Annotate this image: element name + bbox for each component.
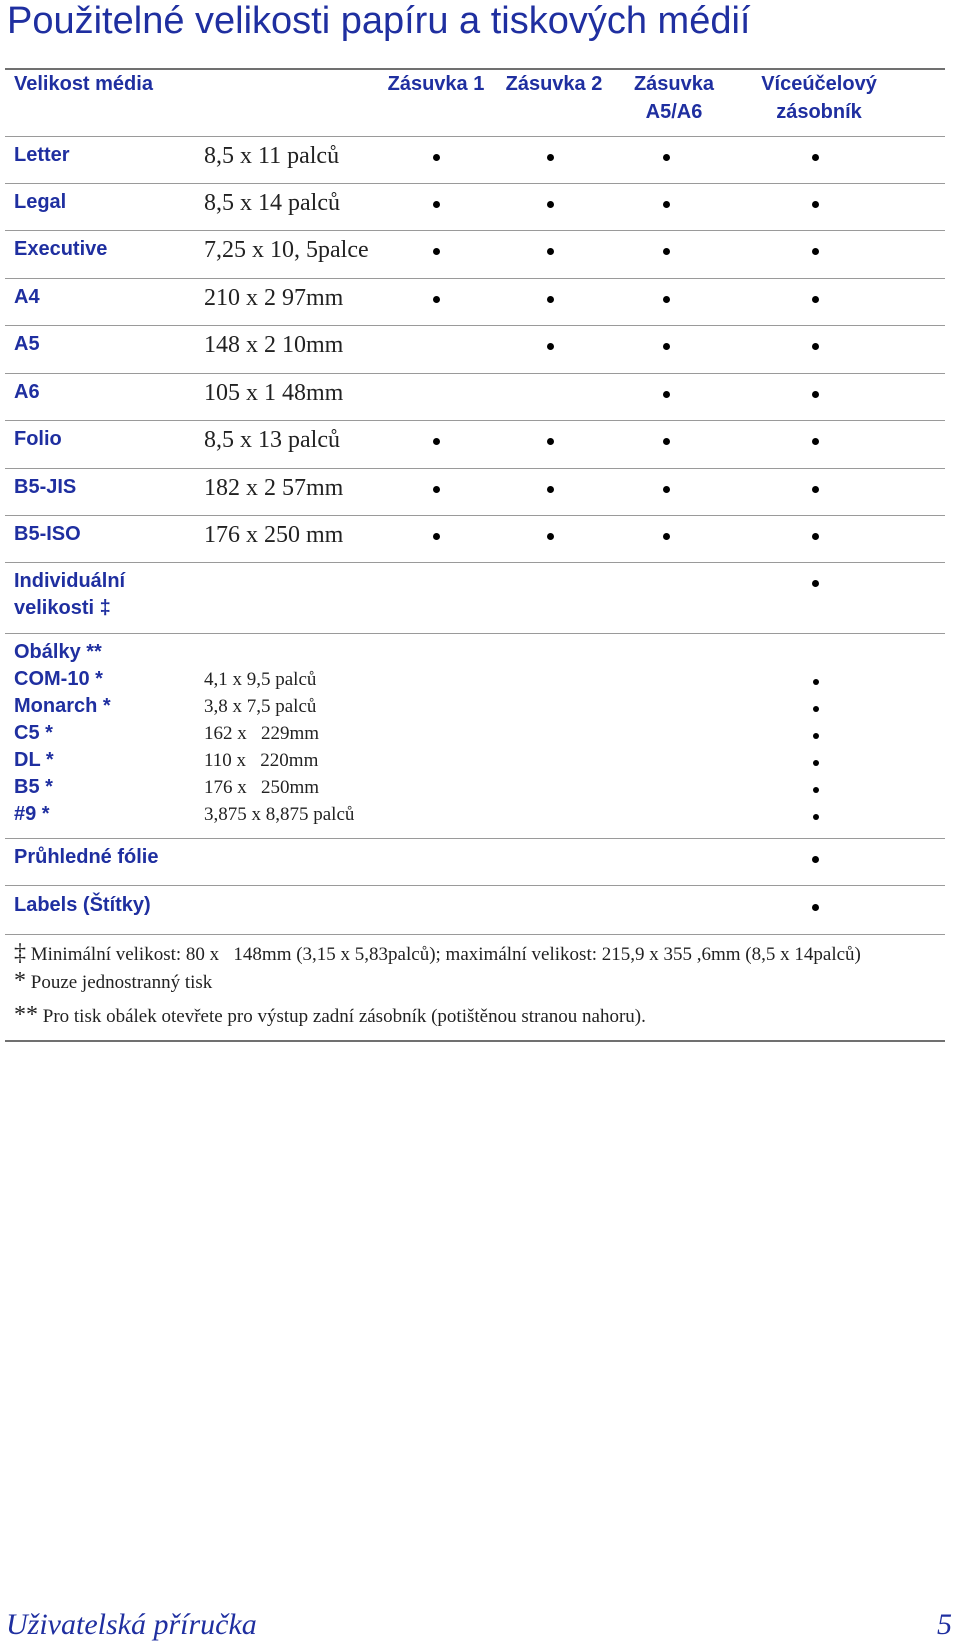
support-dot-tray-2 xyxy=(547,486,554,493)
row-media-name: Executive xyxy=(14,238,108,260)
support-dot-mp-tray xyxy=(812,248,819,255)
row-rule xyxy=(5,278,945,279)
custom-size-label-line2: velikosti ‡ xyxy=(14,597,111,619)
envelope-name: COM-10 * xyxy=(14,668,103,690)
envelope-name: C5 * xyxy=(14,722,53,744)
header-tray-a5a6-line1: Zásuvka xyxy=(633,73,715,95)
row-media-name: Průhledné fólie xyxy=(14,846,159,868)
header-mp-tray-line1: Víceúčelový xyxy=(761,73,877,95)
row-rule xyxy=(5,838,945,839)
support-dot-mp-tray xyxy=(813,679,819,685)
support-dot-mp-tray xyxy=(812,580,819,587)
support-dot-mp-tray xyxy=(812,904,819,911)
support-dot-tray-a5a6 xyxy=(663,391,670,398)
row-rule xyxy=(5,183,945,184)
envelope-size: 162 x 229mm xyxy=(204,723,320,744)
support-dot-tray-1 xyxy=(433,248,440,255)
double-dagger-icon: ‡ xyxy=(14,940,26,966)
envelope-name: DL * xyxy=(14,749,54,771)
row-rule xyxy=(5,633,945,634)
envelope-size: 3,875 x 8,875 palců xyxy=(204,804,355,825)
footnote-text: Minimální velikost: 80 x 148mm (3,15 x 5,83palců); maximální velikost: 215,9 x 355 ,6mm (8,5 x 14palců) xyxy=(26,944,861,965)
envelope-name: Monarch * xyxy=(14,695,111,717)
asterisk-icon: * xyxy=(14,968,26,994)
support-dot-mp-tray xyxy=(813,733,819,739)
row-media-name: A5 xyxy=(14,333,40,355)
support-dot-tray-2 xyxy=(547,533,554,540)
footnote-text: Pouze jednostranný tisk xyxy=(26,972,213,993)
support-dot-mp-tray xyxy=(813,706,819,712)
header-media-size: Velikost média xyxy=(14,73,153,95)
header-tray-a5a6-line2: A5/A6 xyxy=(645,101,703,123)
custom-size-label-line1: Individuální xyxy=(14,570,126,592)
row-rule xyxy=(5,934,945,935)
envelopes-heading: Obálky ** xyxy=(14,641,102,663)
support-dot-mp-tray xyxy=(812,201,819,208)
support-dot-tray-2 xyxy=(547,201,554,208)
page-number: 5 xyxy=(937,1608,952,1641)
row-media-size: 210 x 2 97mm xyxy=(204,285,344,311)
support-dot-mp-tray xyxy=(812,343,819,350)
row-media-size: 148 x 2 10mm xyxy=(204,332,344,358)
footnote-single-sided xyxy=(14,968,212,995)
support-dot-tray-a5a6 xyxy=(663,201,670,208)
support-dot-mp-tray xyxy=(812,438,819,445)
row-rule xyxy=(5,230,945,231)
row-rule xyxy=(5,373,945,374)
support-dot-tray-2 xyxy=(547,154,554,161)
envelope-size: 110 x 220mm xyxy=(204,750,319,771)
support-dot-mp-tray xyxy=(813,814,819,820)
row-media-name: B5-ISO xyxy=(14,523,81,545)
row-media-size: 105 x 1 48mm xyxy=(204,380,344,406)
row-rule xyxy=(5,468,945,469)
support-dot-tray-a5a6 xyxy=(663,438,670,445)
row-media-name: Labels (Štítky) xyxy=(14,894,151,916)
envelope-size: 4,1 x 9,5 palců xyxy=(204,669,317,690)
support-dot-tray-1 xyxy=(433,201,440,208)
support-dot-tray-2 xyxy=(547,438,554,445)
row-media-name: Letter xyxy=(14,144,70,166)
row-rule xyxy=(5,515,945,516)
header-tray-a5a6 xyxy=(619,70,729,126)
row-media-size: 8,5 x 14 palců xyxy=(204,190,340,216)
table-bottom-rule xyxy=(5,1040,945,1042)
row-rule xyxy=(5,420,945,421)
support-dot-tray-a5a6 xyxy=(663,343,670,350)
header-mp-tray xyxy=(749,70,889,126)
envelope-name: #9 * xyxy=(14,803,50,825)
header-bottom-rule xyxy=(5,136,945,137)
row-rule xyxy=(5,325,945,326)
envelope-size: 176 x 250mm xyxy=(204,777,320,798)
row-media-size: 8,5 x 11 palců xyxy=(204,143,340,169)
footnote-min-max-size xyxy=(14,940,861,967)
row-media-name: Folio xyxy=(14,428,62,450)
row-media-name: A6 xyxy=(14,381,40,403)
support-dot-mp-tray xyxy=(812,486,819,493)
support-dot-mp-tray xyxy=(812,856,819,863)
support-dot-tray-a5a6 xyxy=(663,154,670,161)
row-media-name: A4 xyxy=(14,286,40,308)
support-dot-tray-1 xyxy=(433,296,440,303)
row-media-size: 8,5 x 13 palců xyxy=(204,427,340,453)
footer-manual-title: Uživatelská příručka xyxy=(6,1608,257,1641)
row-rule xyxy=(5,562,945,563)
support-dot-tray-2 xyxy=(547,296,554,303)
support-dot-tray-1 xyxy=(433,486,440,493)
footnote-envelopes xyxy=(14,1002,646,1029)
support-dot-mp-tray xyxy=(813,760,819,766)
row-media-name: Legal xyxy=(14,191,67,213)
support-dot-mp-tray xyxy=(813,787,819,793)
support-dot-mp-tray xyxy=(812,296,819,303)
envelope-size: 3,8 x 7,5 palců xyxy=(204,696,317,717)
row-media-size: 7,25 x 10, 5palce xyxy=(204,237,369,263)
support-dot-mp-tray xyxy=(812,391,819,398)
header-mp-tray-line2: zásobník xyxy=(776,101,862,123)
footnote-text: Pro tisk obálek otevřete pro výstup zadní zásobník (potištěnou stranou nahoru). xyxy=(38,1006,646,1027)
support-dot-mp-tray xyxy=(812,533,819,540)
support-dot-tray-1 xyxy=(433,438,440,445)
row-media-size: 176 x 250 mm xyxy=(204,522,344,548)
support-dot-tray-2 xyxy=(547,248,554,255)
double-asterisk-icon: ** xyxy=(14,1002,38,1028)
support-dot-mp-tray xyxy=(812,154,819,161)
support-dot-tray-1 xyxy=(433,154,440,161)
row-rule xyxy=(5,885,945,886)
support-dot-tray-a5a6 xyxy=(663,486,670,493)
envelope-name: B5 * xyxy=(14,776,53,798)
header-tray-2: Zásuvka 2 xyxy=(505,73,603,95)
page-title: Použitelné velikosti papíru a tiskových médií xyxy=(7,0,751,42)
support-dot-tray-a5a6 xyxy=(663,296,670,303)
support-dot-tray-2 xyxy=(547,343,554,350)
support-dot-tray-a5a6 xyxy=(663,248,670,255)
header-tray-1: Zásuvka 1 xyxy=(387,73,485,95)
support-dot-tray-1 xyxy=(433,533,440,540)
row-media-name: B5-JIS xyxy=(14,476,77,498)
support-dot-tray-a5a6 xyxy=(663,533,670,540)
row-media-size: 182 x 2 57mm xyxy=(204,475,344,501)
